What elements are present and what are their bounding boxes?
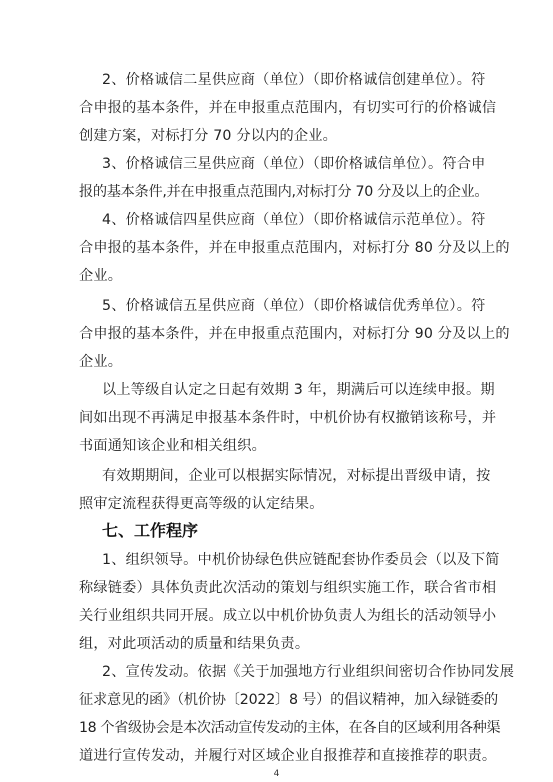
page-number: 4 xyxy=(273,769,280,779)
text-line: 间如出现不再满足申报基本条件时，中机价协有权撤销该称号，并 xyxy=(79,410,497,426)
text-line: 组，对此项活动的质量和结果负责。 xyxy=(79,636,310,652)
text-line: 征求意见的函》（机价协〔2022〕8 号）的倡议精神，加入绿链委的 xyxy=(79,692,499,708)
text-line: 以上等级自认定之日起有效期 3 年，期满后可以连续申报。期 xyxy=(102,382,495,398)
section-heading: 七、工作程序 xyxy=(102,521,199,540)
text-line: 5、价格诚信五星供应商（单位）（即价格诚信优秀单位）。符 xyxy=(102,298,486,314)
text-line: 企业。 xyxy=(79,268,123,284)
text-line: 合申报的基本条件，并在申报重点范围内，对标打分 80 分及以上的 xyxy=(79,240,510,256)
text-line: 合申报的基本条件，并在申报重点范围内，有切实可行的价格诚信 xyxy=(79,100,497,116)
text-line: 3、价格诚信三星供应商（单位）（即价格诚信单位）。符合申 xyxy=(102,156,486,172)
text-line: 2、宣传发动。依据《关于加强地方行业组织间密切合作协同发展 xyxy=(102,664,515,680)
text-line: 有效期期间，企业可以根据实际情况，对标提出晋级申请，按 xyxy=(102,468,491,484)
text-line: 18 个省级协会是本次活动宣传发动的主体，在各自的区域利用各种渠 xyxy=(79,720,501,736)
text-line: 2、价格诚信二星供应商（单位）（即价格诚信创建单位）。符 xyxy=(102,72,486,88)
text-line: 报的基本条件,并在申报重点范围内,对标打分 70 分及以上的企业。 xyxy=(79,184,489,200)
text-line: 企业。 xyxy=(79,354,123,370)
text-line: 4、价格诚信四星供应商（单位）（即价格诚信示范单位）。符 xyxy=(102,212,486,228)
text-line: 照审定流程获得更高等级的认定结果。 xyxy=(79,496,324,512)
text-line: 书面通知该企业和相关组织。 xyxy=(79,438,267,454)
text-line: 称绿链委）具体负责此次活动的策划与组织实施工作，联合省市相 xyxy=(79,580,497,596)
text-line: 关行业组织共同开展。成立以中机价协负责人为组长的活动领导小 xyxy=(79,608,497,624)
text-line: 1、组织领导。中机价协绿色供应链配套协作委员会（以及下简 xyxy=(102,552,500,568)
text-line: 道进行宣传发动，并履行对区域企业自报推荐和直接推荐的职责。 xyxy=(79,748,497,764)
text-line: 合申报的基本条件，并在申报重点范围内，对标打分 90 分及以上的 xyxy=(79,326,510,342)
text-line: 创建方案，对标打分 70 分以内的企业。 xyxy=(79,128,338,144)
